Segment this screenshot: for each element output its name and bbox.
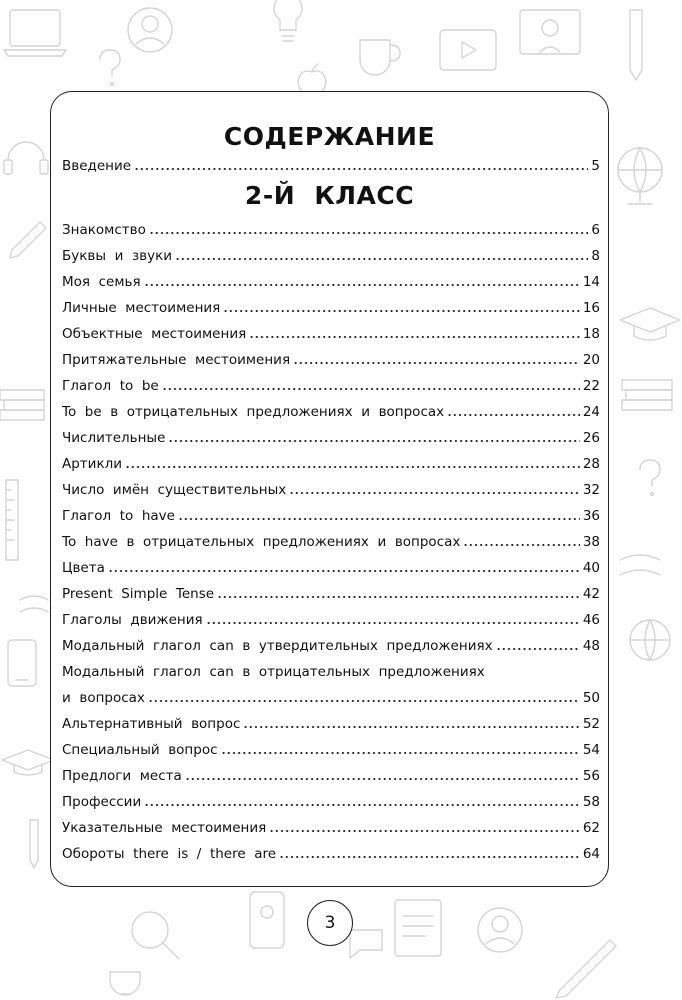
dot-leader [249, 335, 580, 339]
doodle-headphones-icon [4, 142, 48, 174]
toc-entry[interactable] [62, 551, 600, 577]
toc-entry-title: Профессии [62, 794, 142, 810]
dot-leader [269, 829, 580, 833]
toc-entry-page: 26 [582, 430, 600, 446]
dot-leader [221, 751, 580, 755]
doodle-pen-icon-bottom [556, 940, 616, 998]
toc-entry-title: Знакомство [62, 222, 146, 238]
doodle-monitor-icon [520, 10, 580, 54]
toc-entry-title: Буквы и звуки [62, 248, 173, 264]
toc-entry-page: 6 [591, 222, 600, 238]
toc-entry-title: Глагол to have [62, 508, 175, 524]
page-number: 3 [307, 900, 353, 946]
toc-entry-title: Модальный глагол can в отрицательных предложениях [62, 664, 485, 680]
doodle-notepad-icon [395, 900, 441, 956]
toc-entry-title: Личные местоимения [62, 300, 221, 316]
toc-entry[interactable] [62, 447, 600, 473]
toc-entry-title: Число имён существительных [62, 482, 287, 498]
toc-entry-title: Глаголы движения [62, 612, 203, 628]
toc-entry[interactable] [62, 317, 600, 343]
toc-entry-title: Глагол to be [62, 378, 159, 394]
toc-entry[interactable] [62, 421, 600, 447]
doodle-ruler-icon [6, 480, 18, 560]
toc-entry-page: 5 [591, 158, 600, 174]
toc-entry-title: Объектные местоимения [62, 326, 247, 342]
toc-entry[interactable] [62, 759, 600, 785]
toc-entry-title: Притяжательные местоимения [62, 352, 291, 368]
doodle-globe-icon-right [630, 620, 670, 660]
dot-leader [144, 803, 580, 807]
toc-entry-page: 58 [582, 794, 600, 810]
doodle-person-icon [128, 8, 172, 52]
dot-leader [144, 283, 580, 287]
toc-entry-title: Артикли [62, 456, 122, 472]
toc-entry-title: Введение [62, 158, 132, 174]
dot-leader [243, 725, 579, 729]
doodle-bulb-icon [274, 0, 302, 41]
contents-heading: СОДЕРЖАНИЕ [223, 122, 436, 151]
toc-entry-page: 16 [582, 300, 600, 316]
toc-entry[interactable] [62, 629, 600, 655]
toc-entry-title: To have в отрицательных предложениях и вопросах [62, 534, 461, 550]
dot-leader [206, 621, 580, 625]
toc-entry[interactable] [62, 733, 600, 759]
toc-entry-title: Предлоги места [62, 768, 182, 784]
dot-leader [175, 257, 588, 261]
toc-entry-title: и вопросах [62, 690, 145, 706]
toc-entry-page: 52 [582, 716, 600, 732]
toc-entry-title: Цвета [62, 560, 105, 576]
grade-heading: 2-Й КЛАСС [244, 181, 415, 210]
toc-entry-page: 22 [582, 378, 600, 394]
dot-leader [293, 361, 580, 365]
toc-entry-page: 48 [582, 638, 600, 654]
doodle-book-stack-icon-right [622, 380, 672, 410]
dot-leader [217, 595, 580, 599]
toc-entry[interactable] [62, 239, 600, 265]
toc-entry[interactable] [62, 265, 600, 291]
toc-entry-page: 20 [582, 352, 600, 368]
toc-entry-page: 38 [582, 534, 600, 550]
toc-entry-page: 42 [582, 586, 600, 602]
doodle-magnifier-icon [132, 912, 179, 959]
toc-entry[interactable] [62, 681, 600, 707]
doodle-trophy-icon [110, 972, 140, 995]
toc-entry[interactable] [62, 837, 600, 863]
doodle-grad-cap-icon-left [2, 750, 54, 775]
toc-entry-page: 14 [582, 274, 600, 290]
dot-leader [168, 439, 579, 443]
toc-entry-title: Числительные [62, 430, 166, 446]
table-of-contents-card [50, 91, 609, 887]
toc-entry-page: 62 [582, 820, 600, 836]
toc-entry[interactable] [62, 811, 600, 837]
toc-entry[interactable] [62, 343, 600, 369]
dot-leader [134, 167, 588, 171]
toc-entry-page: 54 [582, 742, 600, 758]
toc-entry[interactable] [62, 499, 600, 525]
doodle-laptop-icon [4, 10, 66, 56]
toc-entry[interactable] [62, 577, 600, 603]
doodle-book-stack-icon [0, 390, 44, 420]
toc-entry-title: To be в отрицательных предложениях и вопросах [62, 404, 445, 420]
toc-entry-page: 46 [582, 612, 600, 628]
toc-entry-page: 40 [582, 560, 600, 576]
doodle-pencil-icon-left [30, 820, 38, 868]
doodle-pencil-icon [630, 10, 642, 80]
doodle-cup-icon [360, 40, 400, 75]
dot-leader [463, 543, 579, 547]
toc-entry-title: Обороты there is / there are [62, 846, 277, 862]
doodle-apple-icon [298, 64, 326, 94]
toc-entry[interactable] [62, 395, 600, 421]
toc-entry-page: 56 [582, 768, 600, 784]
dot-leader [149, 231, 589, 235]
dot-leader [496, 647, 580, 651]
toc-entry[interactable] [62, 473, 600, 499]
toc-entry-page: 8 [591, 248, 600, 264]
toc-entry[interactable] [62, 291, 600, 317]
toc-entry[interactable] [62, 213, 600, 239]
doodle-person-icon-bottom [478, 908, 522, 952]
toc-entry-title: Моя семья [62, 274, 141, 290]
toc-entry-page: 36 [582, 508, 600, 524]
toc-entry-page: 18 [582, 326, 600, 342]
toc-entry-page: 50 [582, 690, 600, 706]
toc-entry-title: Модальный глагол can в утвердительных предложениях [62, 638, 493, 654]
toc-entry[interactable] [62, 369, 600, 395]
dot-leader [279, 855, 580, 859]
toc-entry-page: 64 [582, 846, 600, 862]
dot-leader [185, 777, 580, 781]
doodle-question-icon [100, 50, 120, 86]
doodle-question-icon-right [640, 460, 660, 496]
toc-entry[interactable] [62, 525, 600, 551]
dot-leader [108, 569, 580, 573]
doodle-phone-icon-bottom [250, 892, 284, 948]
toc-entry-title: Указательные местоимения [62, 820, 267, 836]
toc-entry-title: Специальный вопрос [62, 742, 218, 758]
toc-entry[interactable] [62, 707, 600, 733]
toc-entry[interactable] [62, 603, 600, 629]
toc-entry-title: Present Simple Tense [62, 586, 215, 602]
toc-entry-page: 28 [582, 456, 600, 472]
dot-leader [162, 387, 580, 391]
doodle-globe-icon [618, 148, 662, 204]
toc-entry-page: 24 [582, 404, 600, 420]
dot-leader [447, 413, 580, 417]
toc-entry-intro[interactable] [62, 149, 600, 175]
doodle-grad-cap-icon [620, 308, 680, 340]
dot-leader [223, 309, 580, 313]
toc-entry[interactable] [62, 785, 600, 811]
doodle-play-icon [440, 30, 496, 70]
dot-leader [178, 517, 580, 521]
doodle-phone-icon [8, 640, 36, 686]
toc-entry-page: 32 [582, 482, 600, 498]
dot-leader [148, 699, 580, 703]
doodle-pen-icon [10, 222, 46, 258]
dot-leader [289, 491, 580, 495]
toc-entry-title: Альтернативный вопрос [62, 716, 241, 732]
dot-leader [125, 465, 580, 469]
doodle-chat-icon [350, 930, 382, 958]
toc-entry-first-line[interactable] [62, 655, 600, 681]
